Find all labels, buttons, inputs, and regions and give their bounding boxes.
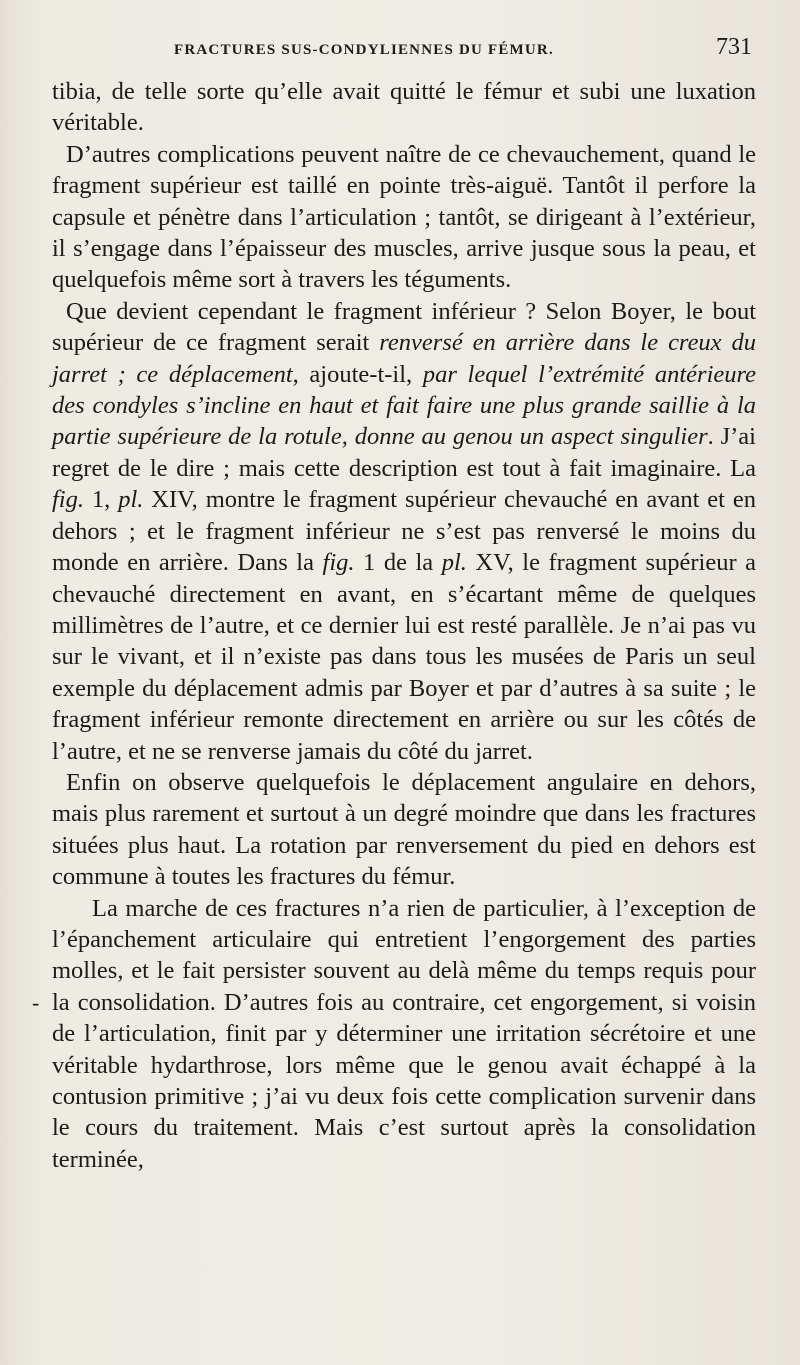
paragraph-1 (52, 76, 756, 139)
text-run: tibia, de telle sorte qu’elle avait quitté le fémur et subi une luxation véritable. (52, 78, 756, 137)
italic-run: fig. (52, 486, 84, 514)
italic-run: renversé en arrière dans le creux du jarret ; ce déplacement (52, 329, 757, 388)
margin-mark: - (32, 990, 40, 1015)
text-run: . J’ai regret de le dire ; mais cette description est tout à fait imaginaire. La (52, 423, 756, 482)
text-run: XV, le fragment supérieur a chevauché directement en avant, en s’écartant même de quelques millimètres de l’autre, et ce dernier lui est resté parallèle. Je n’ai pas vu sur le vivant, et il n’existe pas dans tous les musées de Paris un seul exemple du déplacement admis par Boyer et par d’autres à sa suite ; le fragment inférieur remonte directement en arrière ou sur les côtés de l’autre, et ne se renverse jamais du côté du jarret. (52, 549, 757, 765)
paragraph-3 (52, 296, 756, 767)
running-head: FRACTURES SUS-CONDYLIENNES DU FÉMUR. (174, 42, 554, 58)
italic-run: pl. (441, 549, 467, 577)
paragraph-2 (52, 139, 756, 296)
paragraph-5 (52, 893, 756, 1176)
italic-run: pl. (118, 486, 144, 514)
page-number: 731 (716, 34, 752, 60)
text-run: D’autres complications peuvent naître de ce chevauchement, quand le fragment supérieur est taillé en pointe très-aiguë. Tantôt il perfore la capsule et pénètre dans l’articulation ; tantôt, se dirigeant à l’extérieur, il s’engage dans l’épaisseur des muscles, arrive jusque sous la peau, et quelquefois même sort à travers les téguments. (52, 140, 756, 294)
body-text (52, 76, 756, 1175)
paragraph-4 (52, 767, 756, 893)
text-run: Que devient cependant le fragment inférieur ? Selon Boyer, le bout supérieur de ce fragment serait (52, 297, 756, 357)
text-run: Enfin on observe quelquefois le déplacement angulaire en dehors, mais plus rarement et surtout à un degré moindre que dans les fractures situées plus haut. La rotation par renversement du pied en dehors est commune à toutes les fractures du fémur. (52, 768, 756, 891)
italic-run: fig. (322, 549, 355, 577)
text-run: XIV, montre le fragment supérieur chevauché en avant et en dehors ; et le fragment inférieur ne s’est pas renversé le moins du monde en arrière. Dans la (52, 486, 756, 577)
page-header (52, 34, 756, 74)
text-run: , ajoute-t-il, (292, 360, 423, 388)
text-run: 1 de la (354, 549, 442, 577)
text-run: La marche de ces fractures n’a rien de particulier, à l’exception de l’épanchement articulaire qui entretient l’engorgement des parties molles, et le fait persister souvent au delà même du temps requis pour la consolidation. D’autres fois au contraire, cet engorgement, si voisin de l’articulation, finit par y déterminer une irritation sécrétoire et une véritable hydarthrose, lors même que le genou avait échappé à la contusion primitive ; j’ai vu deux fois cette complication survenir dans le cours du traitement. Mais c’est surtout après la consolidation terminée, (52, 894, 756, 1173)
text-run: 1, (84, 486, 119, 514)
italic-run: par lequel l’extrémité antérieure des condyles s’incline en haut et fait faire une plus grande saillie à la partie supérieure de la rotule, donne au genou un aspect singulier (52, 360, 756, 451)
